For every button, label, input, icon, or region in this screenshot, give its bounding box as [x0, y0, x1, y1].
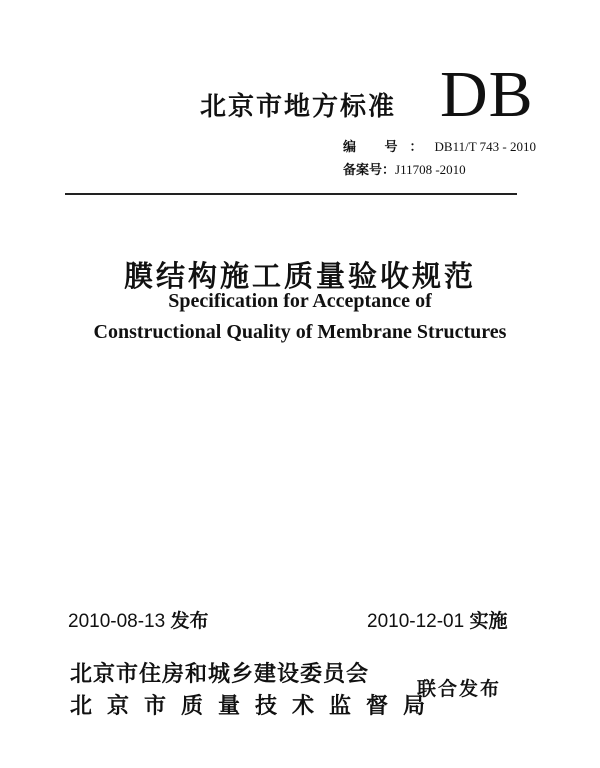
implementation-date — [367, 606, 508, 633]
db-logo: DB — [440, 58, 534, 131]
issuer-quality-bureau: 北京市质量技术监督局 — [70, 694, 441, 719]
standard-number-row — [343, 136, 536, 155]
issue-date-label: 发布 — [170, 610, 209, 632]
record-number-value: J11708 -2010 — [395, 162, 466, 177]
standard-type: 北京市地方标准 — [200, 92, 397, 122]
implementation-date-label: 实施 — [469, 610, 508, 632]
issue-date — [68, 606, 209, 633]
title-chinese: 膜结构施工质量验收规范 — [123, 259, 476, 293]
standard-number-label: 编 号： — [343, 140, 435, 155]
joint-issue-label: 联合发布 — [417, 678, 502, 700]
standard-number-value: DB11/T 743 - 2010 — [434, 139, 537, 154]
implementation-date-value: 2010-12-01 — [367, 611, 465, 632]
title-english-line2: Constructional Quality of Membrane Structures — [93, 321, 507, 343]
issuer-housing-commission: 北京市住房和城乡建设委员会 — [70, 662, 370, 687]
record-number-label: 备案号： — [343, 163, 396, 178]
header-divider — [65, 193, 517, 195]
issue-date-value: 2010-08-13 — [68, 611, 166, 632]
record-number-row — [343, 159, 466, 178]
title-english-line1: Specification for Acceptance of — [168, 290, 432, 312]
